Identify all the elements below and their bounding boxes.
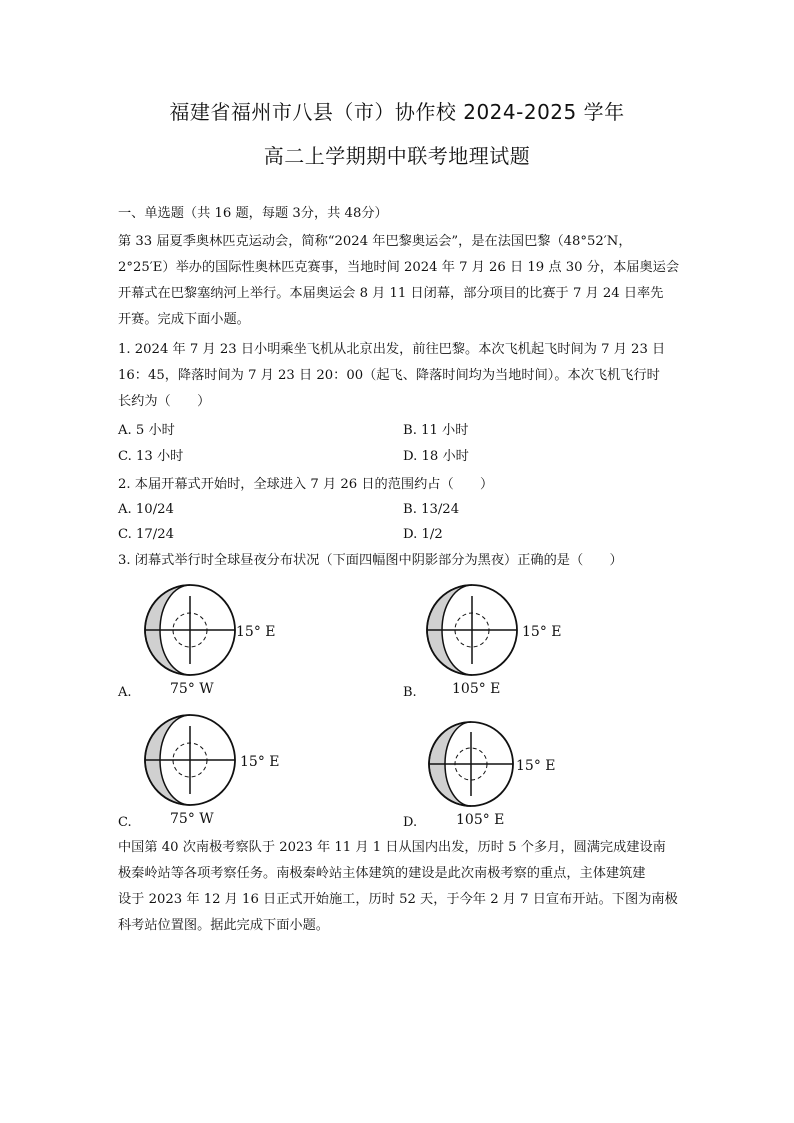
document-title-line-1: 福建省福州市八县（市）协作校 2024-2025 学年 xyxy=(169,100,625,124)
document-title-line-2: 高二上学期期中联考地理试题 xyxy=(263,144,531,168)
q2-stem: 2. 本届开幕式开始时，全球进入 7 月 26 日的范围约占（ ） xyxy=(118,477,494,492)
option-letter: A. xyxy=(118,685,132,700)
option-letter: B. xyxy=(403,685,417,700)
passage1-line-1: 第 33 届夏季奥林匹克运动会，简称“2024 年巴黎奥运会”，是在法国巴黎（48°52′N， xyxy=(118,234,632,249)
q1-option-d[interactable]: D. 18 小时 xyxy=(403,449,469,464)
q3-figure-a[interactable] xyxy=(114,582,294,702)
right-longitude-label: 15° E xyxy=(522,624,562,640)
right-longitude-label: 15° E xyxy=(236,624,276,640)
q2-option-c[interactable]: C. 17/24 xyxy=(118,527,175,542)
q3-figure-b[interactable] xyxy=(398,582,578,702)
q1-option-c[interactable]: C. 13 小时 xyxy=(118,449,184,464)
q1-option-b[interactable]: B. 11 小时 xyxy=(403,423,469,438)
option-letter: D. xyxy=(403,815,418,830)
day-night-diagram-b xyxy=(398,582,578,702)
option-letter: C. xyxy=(118,815,132,830)
passage2-line-4: 科考站位置图。据此完成下面小题。 xyxy=(118,918,329,933)
q3-stem: 3. 闭幕式举行时全球昼夜分布状况（下面四幅图中阴影部分为黑夜）正确的是（ ） xyxy=(118,553,623,568)
day-night-diagram-c xyxy=(114,712,294,832)
q3-figure-d[interactable] xyxy=(398,712,578,832)
day-night-diagram-a xyxy=(114,582,294,702)
q1-line-3: 长约为（ ） xyxy=(118,394,211,409)
section-heading: 一、单选题（共 16 题，每题 3分，共 48分） xyxy=(118,206,388,221)
q2-option-b[interactable]: B. 13/24 xyxy=(403,502,460,517)
right-longitude-label: 15° E xyxy=(240,754,280,770)
bottom-longitude-label: 105° E xyxy=(452,681,501,697)
bottom-longitude-label: 105° E xyxy=(456,812,505,828)
q1-line-2: 16：45，降落时间为 7 月 23 日 20：00（起飞、降落时间均为当地时间）。本次飞机飞行时 xyxy=(118,368,660,383)
passage1-line-4: 开赛。完成下面小题。 xyxy=(118,312,250,327)
passage2-line-1: 中国第 40 次南极考察队于 2023 年 11 月 1 日从国内出发，历时 5 个多月，圆满完成建设南 xyxy=(118,840,666,855)
q3-figure-c[interactable] xyxy=(114,712,294,832)
passage1-line-2: 2°25′E）举办的国际性奥林匹克赛事，当地时间 2024 年 7 月 26 日 19 点 30 分，本届奥运会 xyxy=(118,260,680,275)
day-night-diagram-d xyxy=(398,712,578,832)
passage1-line-3: 开幕式在巴黎塞纳河上举行。本届奥运会 8 月 11 日闭幕，部分项目的比赛于 7 月 24 日率先 xyxy=(118,286,664,301)
passage2-line-3: 设于 2023 年 12 月 16 日正式开始施工，历时 52 天，于今年 2 月 7 日宣布开站。下图为南极 xyxy=(118,892,678,907)
bottom-longitude-label: 75° W xyxy=(170,681,214,697)
passage2-line-2: 极秦岭站等各项考察任务。南极秦岭站主体建筑的建设是此次南极考察的重点，主体建筑建 xyxy=(118,866,646,881)
right-longitude-label: 15° E xyxy=(516,758,556,774)
bottom-longitude-label: 75° W xyxy=(170,811,214,827)
q2-option-a[interactable]: A. 10/24 xyxy=(118,502,174,517)
q1-line-1: 1. 2024 年 7 月 23 日小明乘坐飞机从北京出发，前往巴黎。本次飞机起飞时间为 7 月 23 日 xyxy=(118,342,666,357)
q1-option-a[interactable]: A. 5 小时 xyxy=(118,423,175,438)
q2-option-d[interactable]: D. 1/2 xyxy=(403,527,443,542)
